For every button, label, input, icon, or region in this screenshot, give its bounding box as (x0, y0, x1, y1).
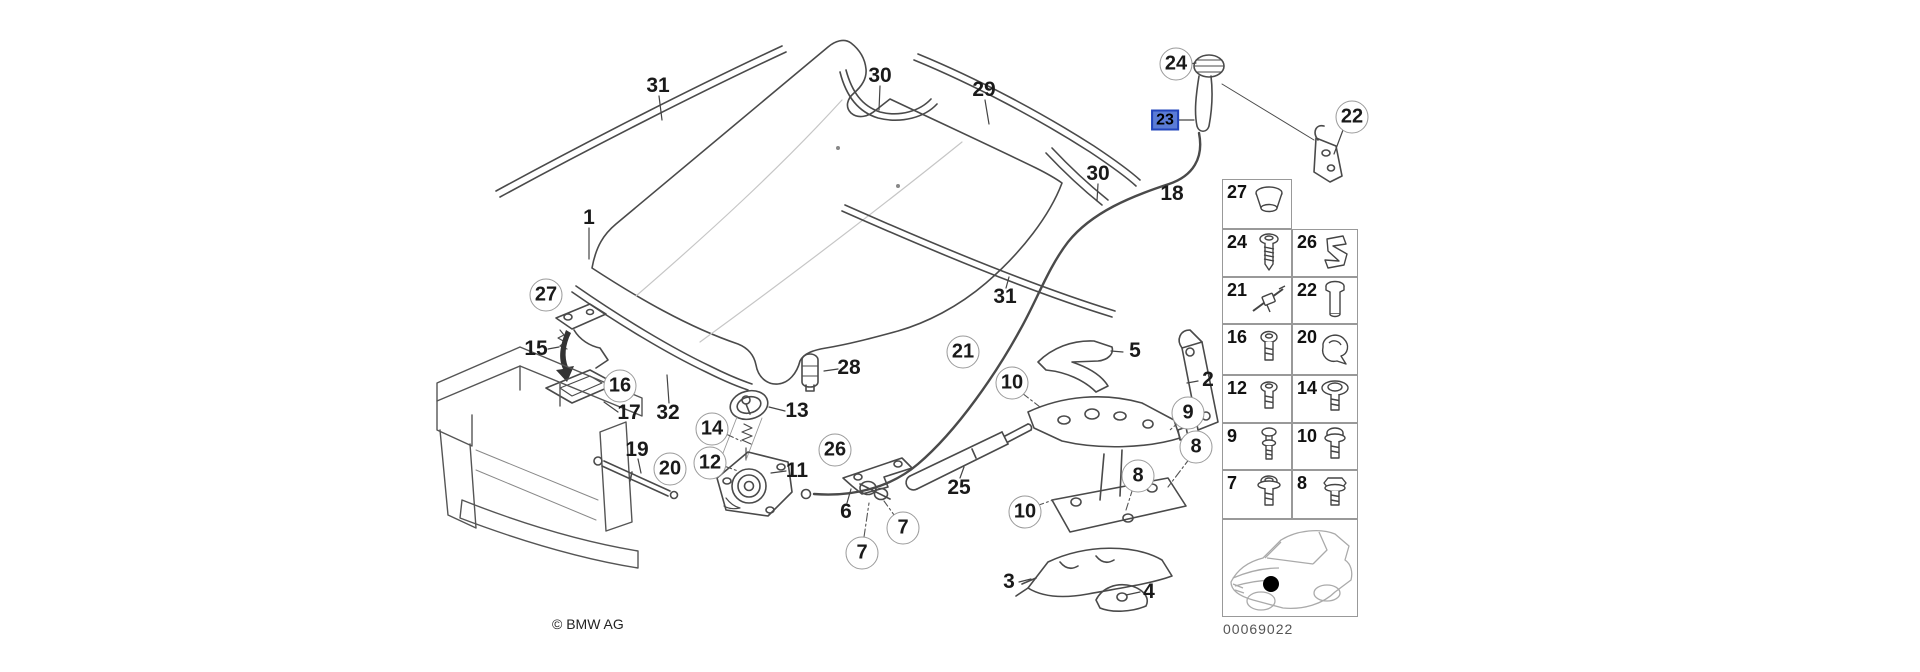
parts-table-cell-10[interactable] (1292, 423, 1358, 470)
flange-bolt-icon (1315, 425, 1355, 469)
callout-8-29[interactable]: 8 (1180, 431, 1213, 464)
parts-table-number: 16 (1227, 327, 1248, 347)
buffer-icon (1249, 182, 1289, 226)
callout-31-23[interactable]: 31 (993, 285, 1017, 308)
callout-13-14[interactable]: 13 (785, 399, 809, 422)
car-outline (1223, 520, 1359, 618)
parts-table-number: 20 (1297, 327, 1318, 347)
parts-table-number: 27 (1227, 182, 1248, 202)
adjuster-rod-icon (1249, 279, 1289, 323)
callout-27-5[interactable]: 27 (530, 279, 563, 312)
parts-table-number: 7 (1227, 473, 1238, 493)
hood-buffer (802, 354, 818, 391)
parts-table-cell-24[interactable] (1222, 229, 1292, 277)
callout-29-2[interactable]: 29 (972, 78, 996, 101)
callout-12-13[interactable]: 12 (694, 447, 727, 480)
parts-table-cell-22[interactable] (1292, 277, 1358, 324)
lock-grommet (727, 387, 771, 460)
callout-4-32[interactable]: 4 (1143, 580, 1155, 603)
callout-7-20[interactable]: 7 (846, 537, 879, 570)
callout-24-34[interactable]: 24 (1160, 48, 1193, 81)
parts-table-cell-7[interactable] (1222, 470, 1292, 519)
callout-26-17[interactable]: 26 (819, 434, 852, 467)
parts-table-number: 21 (1227, 280, 1248, 300)
callout-3-31[interactable]: 3 (1003, 570, 1015, 593)
parts-table-number: 12 (1227, 378, 1248, 398)
parts-table-cell-12[interactable] (1222, 375, 1292, 423)
parts-table-number: 14 (1297, 378, 1318, 398)
callout-16-7[interactable]: 16 (604, 370, 637, 403)
parts-table-cell-27[interactable] (1222, 179, 1292, 229)
callout-17-8[interactable]: 17 (617, 401, 641, 424)
parts-table-cell-9[interactable] (1222, 423, 1292, 470)
callout-28-15[interactable]: 28 (837, 356, 861, 379)
callout-19-10[interactable]: 19 (625, 438, 649, 461)
callout-21-22[interactable]: 21 (947, 336, 980, 369)
parts-table-number: 26 (1297, 232, 1318, 252)
hood-location-dot (1263, 576, 1279, 592)
callout-7-19[interactable]: 7 (887, 512, 920, 545)
parts-table-number: 22 (1297, 280, 1318, 300)
callout-25-21[interactable]: 25 (947, 476, 971, 499)
parts-table-cell-20[interactable] (1292, 324, 1358, 375)
parts-table-number: 9 (1227, 426, 1238, 446)
screw-small-icon (1249, 377, 1289, 421)
callout-30-1[interactable]: 30 (868, 64, 892, 87)
callout-22-35[interactable]: 22 (1336, 101, 1369, 134)
callout-6-18[interactable]: 6 (840, 500, 852, 523)
callout-10-25[interactable]: 10 (1009, 496, 1042, 529)
callout-32-9[interactable]: 32 (656, 401, 680, 424)
callout-10-24[interactable]: 10 (996, 367, 1029, 400)
hex-bolt-icon (1315, 473, 1355, 517)
flange-screw-icon (1249, 473, 1289, 517)
callout-20-11[interactable]: 20 (654, 453, 687, 486)
hood-lock (717, 452, 792, 516)
copyright-text: © BMW AG (552, 616, 624, 632)
diagram-number: 00069022 (1223, 621, 1294, 637)
release-grip (1194, 55, 1224, 131)
washer-screw-icon (1315, 377, 1355, 421)
bowden-cable (814, 133, 1200, 495)
callout-18-33[interactable]: 18 (1160, 182, 1184, 205)
callout-5-26[interactable]: 5 (1129, 339, 1141, 362)
callout-15-6[interactable]: 15 (524, 337, 548, 360)
parts-table-cell-8[interactable] (1292, 470, 1358, 519)
callout-9-28[interactable]: 9 (1172, 397, 1205, 430)
parts-table-cell-14[interactable] (1292, 375, 1358, 423)
screw-long-icon (1249, 231, 1289, 275)
car-location-thumbnail[interactable] (1222, 519, 1358, 617)
screw-short-icon (1249, 328, 1289, 372)
cable-bracket (1314, 126, 1342, 182)
callout-1-4[interactable]: 1 (583, 206, 595, 229)
callout-14-12[interactable]: 14 (696, 413, 729, 446)
parts-table-cell-16[interactable] (1222, 324, 1292, 375)
callout-8-30[interactable]: 8 (1122, 460, 1155, 493)
callout-2-27[interactable]: 2 (1202, 368, 1214, 391)
callout-selected-23-36[interactable]: 23 (1151, 110, 1179, 131)
parts-table-number: 8 (1297, 473, 1308, 493)
clamp-icon (1315, 328, 1355, 372)
clip-icon (1315, 231, 1355, 275)
parts-table-number: 24 (1227, 232, 1248, 252)
callout-30-3[interactable]: 30 (1086, 162, 1110, 185)
parts-table-number: 10 (1297, 426, 1318, 446)
parts-table-cell-26[interactable] (1292, 229, 1358, 277)
bolt-icon (1315, 279, 1355, 323)
stud-icon (1249, 425, 1289, 469)
callout-31-0[interactable]: 31 (646, 74, 670, 97)
callout-11-16[interactable]: 11 (785, 459, 809, 482)
parts-table-cell-21[interactable] (1222, 277, 1292, 324)
